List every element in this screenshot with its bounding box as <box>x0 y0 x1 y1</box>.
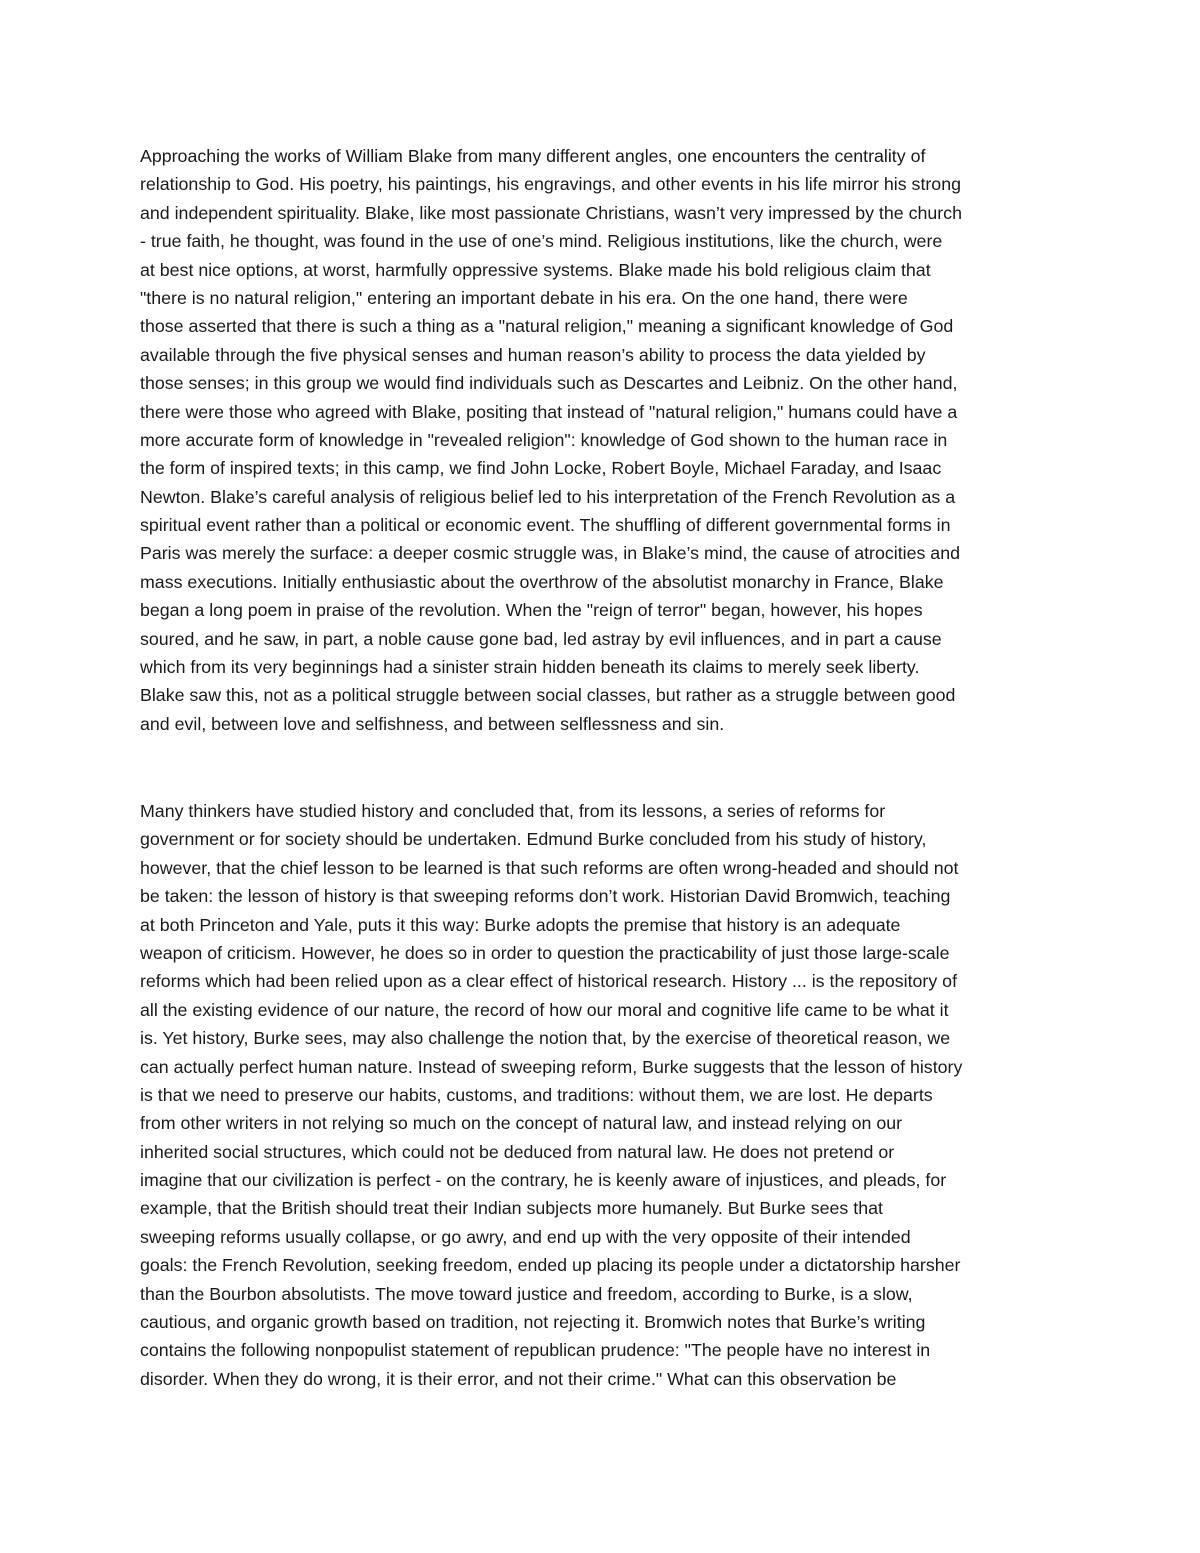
text-line: government or for society should be undertaken. Edmund Burke concluded from his study of history, <box>140 829 927 850</box>
text-line: example, that the British should treat their Indian subjects more humanely. But Burke sees that <box>140 1198 883 1219</box>
text-line: began a long poem in praise of the revolution. When the "reign of terror" began, however, his hopes <box>140 600 923 621</box>
text-line: contains the following nonpopulist statement of republican prudence: "The people have no interest in <box>140 1340 931 1361</box>
paragraph-burke <box>140 797 1070 1393</box>
text-line: cautious, and organic growth based on tradition, not rejecting it. Bromwich notes that Burke’s writing <box>140 1312 926 1333</box>
text-line: which from its very beginnings had a sinister strain hidden beneath its claims to merely seek liberty. <box>140 657 920 678</box>
text-line: more accurate form of knowledge in "revealed religion": knowledge of God shown to the human race in <box>140 429 948 450</box>
text-line: weapon of criticism. However, he does so in order to question the practicability of just those large-scale <box>140 942 950 963</box>
text-line: disorder. When they do wrong, it is their error, and not their crime." What can this observation be <box>140 1368 897 1389</box>
text-line: imagine that our civilization is perfect - on the contrary, he is keenly aware of injustices, and pleads, for <box>140 1170 947 1191</box>
paragraph-blake <box>140 142 1070 738</box>
text-line: there were those who agreed with Blake, positing that instead of "natural religion," humans could have a <box>140 401 958 422</box>
text-line: Many thinkers have studied history and concluded that, from its lessons, a series of reforms for <box>140 801 886 821</box>
text-line: be taken: the lesson of history is that sweeping reforms don’t work. Historian David Bromwich, teaching <box>140 886 951 907</box>
text-line: soured, and he saw, in part, a noble cause gone bad, led astray by evil influences, and in part a cause <box>140 628 942 649</box>
text-line: at best nice options, at worst, harmfully oppressive systems. Blake made his bold religious claim that <box>140 259 931 280</box>
text-line: Approaching the works of William Blake from many different angles, one encounters the centrality of <box>140 146 926 166</box>
text-line: sweeping reforms usually collapse, or go awry, and end up with the very opposite of their intended <box>140 1226 911 1247</box>
text-line: those asserted that there is such a thing as a "natural religion," meaning a significant knowledge of God <box>140 316 954 337</box>
text-line: reforms which had been relied upon as a clear effect of historical research. History ... is the repository of <box>140 971 958 992</box>
text-line: - true faith, he thought, was found in the use of one’s mind. Religious institutions, like the church, were <box>140 231 943 252</box>
text-line: Newton. Blake’s careful analysis of religious belief led to his interpretation of the French Revolution as a <box>140 486 956 507</box>
text-line: Paris was merely the surface: a deeper cosmic struggle was, in Blake’s mind, the cause of atrocities and <box>140 543 960 564</box>
text-line: is. Yet history, Burke sees, may also challenge the notion that, by the exercise of theoretical reason, we <box>140 1028 951 1049</box>
text-line: the form of inspired texts; in this camp, we find John Locke, Robert Boyle, Michael Faraday, and Isaac <box>140 458 942 479</box>
text-line: than the Bourbon absolutists. The move toward justice and freedom, according to Burke, is a slow, <box>140 1283 913 1304</box>
text-line: spiritual event rather than a political or economic event. The shuffling of different governmental forms in <box>140 515 951 536</box>
text-line: and independent spirituality. Blake, like most passionate Christians, wasn’t very impressed by the church <box>140 202 962 223</box>
text-line: Blake saw this, not as a political struggle between social classes, but rather as a struggle between good <box>140 685 956 706</box>
text-line: inherited social structures, which could not be deduced from natural law. He does not pretend or <box>140 1141 895 1162</box>
text-line: all the existing evidence of our nature, the record of how our moral and cognitive life came to be what it <box>140 999 949 1020</box>
text-line: goals: the French Revolution, seeking freedom, ended up placing its people under a dictatorship harsher <box>140 1255 961 1276</box>
text-line: relationship to God. His poetry, his paintings, his engravings, and other events in his life mirror his strong <box>140 174 961 195</box>
text-line: can actually perfect human nature. Instead of sweeping reform, Burke suggests that the lesson of history <box>140 1056 963 1077</box>
text-line: and evil, between love and selfishness, and between selflessness and sin. <box>140 713 725 734</box>
text-line: available through the five physical senses and human reason’s ability to process the data yielded by <box>140 344 926 365</box>
text-line: "there is no natural religion," entering an important debate in his era. On the one hand, there were <box>140 287 908 308</box>
text-line: at both Princeton and Yale, puts it this way: Burke adopts the premise that history is an adequate <box>140 914 901 935</box>
text-line: however, that the chief lesson to be learned is that such reforms are often wrong-headed and should not <box>140 857 959 878</box>
text-line: mass executions. Initially enthusiastic about the overthrow of the absolutist monarchy in France, Blake <box>140 571 944 592</box>
text-line: is that we need to preserve our habits, customs, and traditions: without them, we are lost. He departs <box>140 1084 933 1105</box>
text-line: those senses; in this group we would find individuals such as Descartes and Leibniz. On the other hand, <box>140 373 958 394</box>
text-line: from other writers in not relying so much on the concept of natural law, and instead relying on our <box>140 1113 903 1134</box>
